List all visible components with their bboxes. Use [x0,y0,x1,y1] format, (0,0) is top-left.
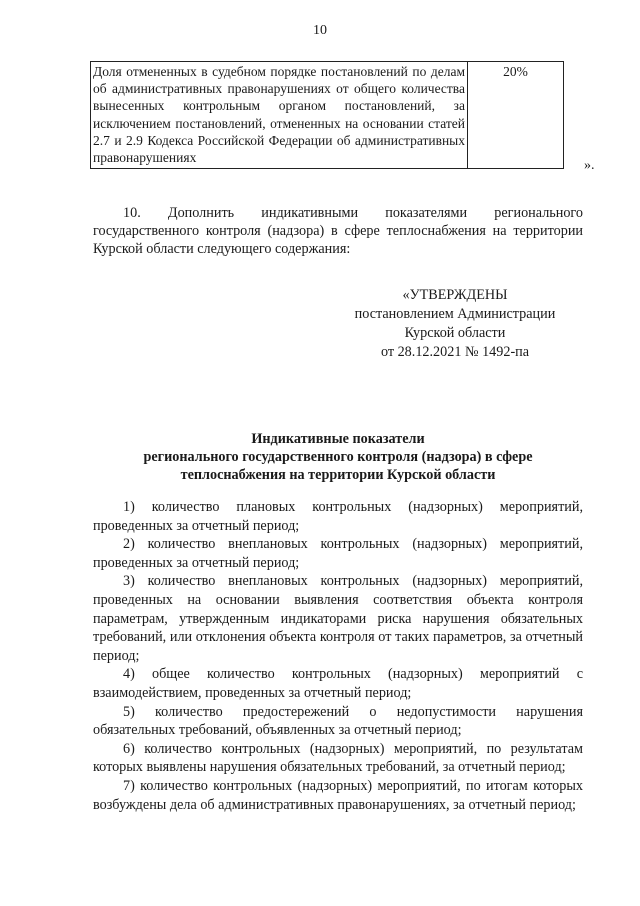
heading-line-3: теплоснабжения на территории Курской области [180,467,496,483]
paragraph-10: 10. Дополнить индикативными показателями регионального государственного контроля (надзора) в сфере теплоснабжения на территории Курской области следующего содержания: [93,205,583,258]
indicator-value: 20% [468,62,564,169]
list-item: 2) количество внеплановых контрольных (надзорных) мероприятий, проведенных за отчетный период; [93,536,583,571]
list-item: 6) количество контрольных (надзорных) мероприятий, по результатам которых выявлены нарушения обязательных требований, за отчетный период; [93,740,583,776]
approval-stamp [330,286,580,362]
heading-line-1: Индикативные показатели [251,431,425,447]
list-item: 3) количество внеплановых контрольных (надзорных) мероприятий, проведенных на основании выявления соответствия объекта контроля параметрам, утвержденным индикаторами риска нарушения обязательных требований, или отклонения объекта контроля от таких параметров, за отчетный период; [93,573,583,664]
approval-line-4: от 28.12.2021 № 1492-па [380,344,530,360]
indicator-description: Доля отмененных в судебном порядке постановлений по делам об административных правонарушениях от общего количества вынесенных контрольным органом постановлений, за исключением постановлений, отмененных на основании статей 2.7 и 2.9 Кодекса Российской Федерации об административных правонарушениях [91,62,468,169]
closing-quote: ». [584,158,595,173]
list-item: 4) общее количество контрольных (надзорных) мероприятий с взаимодействием, проведенных за отчетный период; [93,666,583,701]
approval-line-1: «УТВЕРЖДЕНЫ [402,287,508,303]
list-item: 1) количество плановых контрольных (надзорных) мероприятий, проведенных за отчетный период; [93,499,583,534]
indicator-table [90,61,564,169]
indicator-list [93,498,583,814]
approval-line-2: постановлением Администрации [354,306,556,322]
approval-line-3: Курской области [404,325,506,341]
page-number: 10 [313,23,327,38]
table-row [91,62,564,169]
section-heading [93,430,583,484]
list-item: 5) количество предостережений о недопустимости нарушения обязательных требований, объявленных за отчетный период; [93,703,583,739]
list-item: 7) количество контрольных (надзорных) мероприятий, по итогам которых возбуждены дела об административных правонарушениях, за отчетный период; [93,777,583,813]
heading-line-2: регионального государственного контроля (надзора) в сфере [143,449,533,465]
amendment-paragraph [93,204,583,259]
